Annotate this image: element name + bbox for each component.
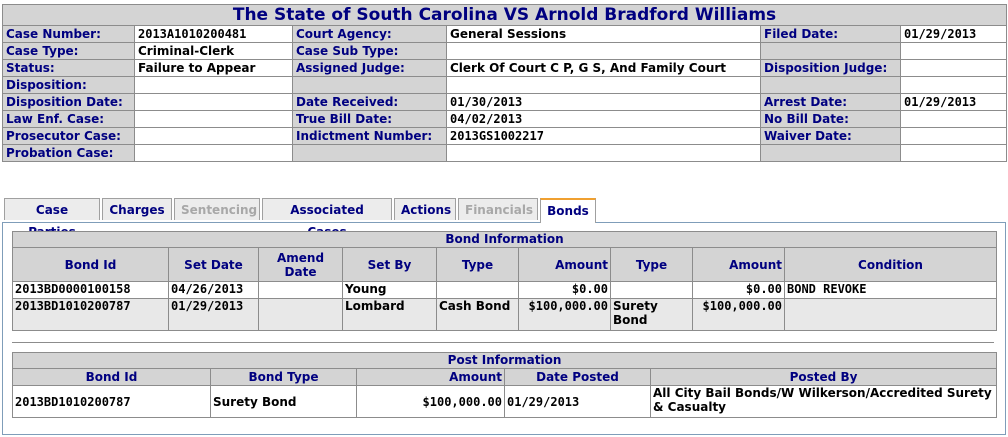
case-tabs <box>2 198 1006 223</box>
column-header-condition: Condition <box>785 248 997 282</box>
post-information-table <box>12 352 997 418</box>
date-received-value: 01/30/2013 <box>447 94 761 111</box>
date-received-label: Date Received: <box>293 94 447 111</box>
table-row <box>13 282 997 299</box>
case-sub-type-value <box>447 43 761 60</box>
column-header-type: Type <box>437 248 519 282</box>
bond-information-title: Bond Information <box>13 232 997 248</box>
column-header-posted-by: Posted By <box>651 369 997 386</box>
assigned-judge-label: Assigned Judge: <box>293 60 447 77</box>
column-header-amount: Amount <box>693 248 785 282</box>
bond-id-cell: 2013BD1010200787 <box>13 386 211 418</box>
table-row <box>13 386 997 418</box>
column-header-amount: Amount <box>519 248 611 282</box>
case-type-label: Case Type: <box>3 43 135 60</box>
law-enf-case-value <box>135 111 293 128</box>
type-cell <box>611 282 693 299</box>
status-label: Status: <box>3 60 135 77</box>
condition-cell <box>785 299 997 331</box>
prosecutor-case-value <box>135 128 293 145</box>
empty-label-cell <box>761 43 901 60</box>
tab-sentencing: Sentencing <box>174 198 260 220</box>
empty-label-cell <box>761 77 901 94</box>
filed-date-label: Filed Date: <box>761 26 901 43</box>
empty-value-cell <box>901 43 1007 60</box>
empty-label-cell <box>293 145 447 162</box>
bond-information-table <box>12 231 997 331</box>
bond-type-cell: Surety Bond <box>211 386 357 418</box>
amount-cell: $0.00 <box>693 282 785 299</box>
set-by-cell: Young <box>343 282 437 299</box>
type-cell <box>437 282 519 299</box>
empty-value-cell <box>901 77 1007 94</box>
case-summary-table <box>2 4 1007 162</box>
case-type-value: Criminal-Clerk <box>135 43 293 60</box>
column-header-bond-id: Bond Id <box>13 248 169 282</box>
tab-financials: Financials <box>458 198 538 220</box>
condition-cell: BOND REVOKE <box>785 282 997 299</box>
arrest-date-label: Arrest Date: <box>761 94 901 111</box>
status-value: Failure to Appear <box>135 60 293 77</box>
posted-by-cell: All City Bail Bonds/W Wilkerson/Accredited Surety & Casualty <box>651 386 997 418</box>
indictment-number-value: 2013GS1002217 <box>447 128 761 145</box>
set-date-cell: 01/29/2013 <box>169 299 259 331</box>
bond-id-cell: 2013BD1010200787 <box>13 299 169 331</box>
tab-charges[interactable]: Charges <box>102 198 172 220</box>
filed-date-value: 01/29/2013 <box>901 26 1007 43</box>
column-header-bond-id: Bond Id <box>13 369 211 386</box>
column-header-set-date: Set Date <box>169 248 259 282</box>
court-agency-label: Court Agency: <box>293 26 447 43</box>
empty-label-cell <box>293 77 447 94</box>
court-agency-value: General Sessions <box>447 26 761 43</box>
disposition-date-value <box>135 94 293 111</box>
amount-cell: $100,000.00 <box>693 299 785 331</box>
column-header-bond-type: Bond Type <box>211 369 357 386</box>
empty-value-cell <box>901 145 1007 162</box>
arrest-date-value: 01/29/2013 <box>901 94 1007 111</box>
true-bill-date-label: True Bill Date: <box>293 111 447 128</box>
empty-value-cell <box>447 77 761 94</box>
disposition-label: Disposition: <box>3 77 135 94</box>
type-cell: Surety Bond <box>611 299 693 331</box>
true-bill-date-value: 04/02/2013 <box>447 111 761 128</box>
prosecutor-case-label: Prosecutor Case: <box>3 128 135 145</box>
tab-associated-cases[interactable]: Associated <box>262 198 392 220</box>
amend-date-cell <box>259 282 343 299</box>
table-row <box>13 299 997 331</box>
set-by-cell: Lombard <box>343 299 437 331</box>
type-cell: Cash Bond <box>437 299 519 331</box>
amount-cell: $100,000.00 <box>357 386 505 418</box>
empty-value-cell <box>447 145 761 162</box>
probation-case-value <box>135 145 293 162</box>
waiver-date-value <box>901 128 1007 145</box>
assigned-judge-value: Clerk Of Court C P, G S, And Family Court <box>447 60 761 77</box>
probation-case-label: Probation Case: <box>3 145 135 162</box>
set-date-cell: 04/26/2013 <box>169 282 259 299</box>
no-bill-date-value <box>901 111 1007 128</box>
amount-cell: $100,000.00 <box>519 299 611 331</box>
tab-case-parties[interactable]: Case <box>4 198 100 220</box>
disposition-date-label: Disposition Date: <box>3 94 135 111</box>
disposition-value <box>135 77 293 94</box>
tab-bonds[interactable]: Bonds <box>540 198 596 223</box>
column-header-date-posted: Date Posted <box>505 369 651 386</box>
disposition-judge-label: Disposition Judge: <box>761 60 901 77</box>
amend-date-cell <box>259 299 343 331</box>
bond-id-cell: 2013BD0000100158 <box>13 282 169 299</box>
date-posted-cell: 01/29/2013 <box>505 386 651 418</box>
waiver-date-label: Waiver Date: <box>761 128 901 145</box>
indictment-number-label: Indictment Number: <box>293 128 447 145</box>
post-information-title: Post Information <box>13 353 997 369</box>
case-title: The State of South Carolina VS Arnold Bradford Williams <box>3 5 1007 26</box>
empty-label-cell <box>761 145 901 162</box>
column-header-amount: Amount <box>357 369 505 386</box>
case-number-label: Case Number: <box>3 26 135 43</box>
column-header-set-by: Set By <box>343 248 437 282</box>
tab-actions[interactable]: Actions <box>394 198 456 220</box>
law-enf-case-label: Law Enf. Case: <box>3 111 135 128</box>
column-header-type: Type <box>611 248 693 282</box>
no-bill-date-label: No Bill Date: <box>761 111 901 128</box>
disposition-judge-value <box>901 60 1007 77</box>
amount-cell: $0.00 <box>519 282 611 299</box>
column-header-amend-date: Amend Date <box>259 248 343 282</box>
case-number-value: 2013A1010200481 <box>135 26 293 43</box>
section-divider <box>12 342 994 343</box>
case-sub-type-label: Case Sub Type: <box>293 43 447 60</box>
